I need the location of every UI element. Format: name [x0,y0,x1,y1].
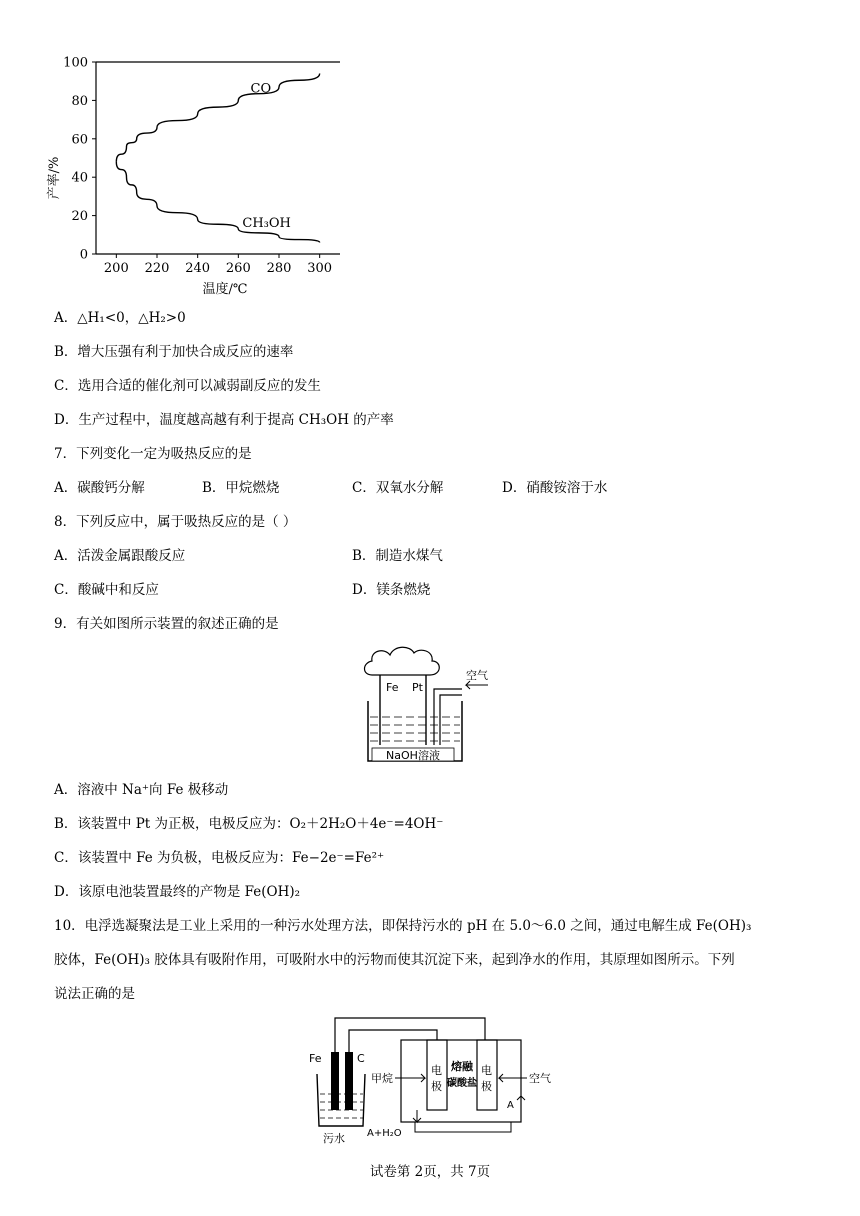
galvanic-cell-figure [358,645,503,767]
q10-stem-line2: 胶体，Fe(OH)₃ 胶体具有吸附作用，可吸附水中的污物而使其沉淀下来，起到净水的作用，其原理如图所示。下列 [54,952,735,968]
sewage-label: 污水 [323,1132,345,1145]
y-tick-label: 0 [79,247,88,263]
a-h2o-label: A+H₂O [367,1128,402,1139]
air-label: 空气 [529,1072,551,1085]
carbonate-label: 碳酸盐 [447,1078,477,1089]
solution-lines [370,717,460,741]
q10-stem-line3: 说法正确的是 [54,986,135,1002]
q10-stem-line1: 10．电浮选凝聚法是工业上采用的一种污水处理方法，即保持污水的 pH 在 5.0～6.0 之间，通过电解生成 Fe(OH)₃ [54,918,752,934]
series-label-0: CO [250,81,272,97]
naoh-label: NaOH溶液 [386,749,440,762]
fe-label: Fe [386,681,399,694]
c-label: C [357,1052,365,1065]
electrode-right-label-2: 极 [481,1080,492,1093]
q8-option-b: B．制造水煤气 [352,548,443,564]
a-return [517,1096,525,1108]
chart-axes [96,62,340,254]
q9-option-b: B．该装置中 Pt 为正极，电极反应为：O₂＋2H₂O＋4e⁻=4OH⁻ [54,816,444,832]
electroflotation-figure [305,1012,565,1146]
q8-stem: 8．下列反应中，属于吸热反应的是（ ） [54,514,297,530]
q7-option-a: A．碳酸钙分解 [54,480,145,496]
q6-option-a: A．△H₁<0，△H₂>0 [54,310,186,326]
x-tick-label: 220 [144,261,170,276]
q7-stem: 7．下列变化一定为吸热反应的是 [54,446,252,462]
pt-label: Pt [412,681,423,694]
methane-arrow [395,1074,425,1082]
y-tick-label: 100 [63,55,88,71]
bottom-pipe [415,1122,511,1132]
series-label-1: CH₃OH [242,216,291,232]
q8-option-d: D．镁条燃烧 [352,582,431,598]
q8-option-a: A．活泼金属跟酸反应 [54,548,186,564]
chart-ticks [63,56,332,277]
q9-option-d: D．该原电池装置最终的产物是 Fe(OH)₂ [54,884,301,900]
outer-wire [335,1018,485,1052]
q6-option-c: C．选用合适的催化剂可以减弱副反应的发生 [54,378,321,394]
x-tick-label: 240 [185,261,211,276]
q7-option-b: B．甲烷燃烧 [202,480,280,496]
fe-rod [331,1052,339,1110]
methane-label: 甲烷 [371,1072,393,1085]
electrode-right-label-1: 电 [481,1064,492,1077]
y-tick-label: 20 [71,209,88,225]
cloud-shape [365,647,440,675]
q9-option-a: A．溶液中 Na⁺向 Fe 极移动 [54,782,229,798]
inner-wire [349,1030,437,1052]
q9-stem: 9．有关如图所示装置的叙述正确的是 [54,616,279,632]
c-rod [345,1052,353,1110]
y-axis-label: 产率/% [47,156,62,200]
molten-label: 熔融 [451,1060,473,1073]
q6-option-d: D．生产过程中，温度越高越有利于提高 CH₃OH 的产率 [54,412,394,428]
chart-series [116,74,319,243]
electrode-left-label-2: 极 [431,1080,442,1093]
q6-option-b: B．增大压强有利于加快合成反应的速率 [54,344,294,360]
fe-label: Fe [309,1052,322,1065]
x-tick-label: 300 [307,261,333,276]
y-tick-label: 60 [71,132,88,148]
air-arrow [466,681,488,689]
y-tick-label: 40 [71,170,88,186]
x-tick-label: 200 [103,261,129,276]
x-tick-label: 280 [266,261,292,276]
a-label: A [507,1100,514,1111]
air-label: 空气 [466,669,488,682]
yield-temperature-chart [40,50,360,300]
series-line-0 [116,74,319,162]
air-arrow [499,1074,527,1082]
q7-option-d: D．硝酸铵溶于水 [502,480,608,496]
q8-option-c: C．酸碱中和反应 [54,582,159,598]
x-axis-label: 温度/℃ [202,282,248,297]
electrode-left-label-1: 电 [431,1064,442,1077]
page-footer: 试卷第 2页，共 7页 [369,1164,491,1180]
q7-option-c: C．双氧水分解 [352,480,444,496]
y-tick-label: 80 [71,93,88,109]
q9-option-c: C．该装置中 Fe 为负极，电极反应为：Fe−2e⁻=Fe²⁺ [54,850,385,866]
x-tick-label: 260 [225,261,251,276]
